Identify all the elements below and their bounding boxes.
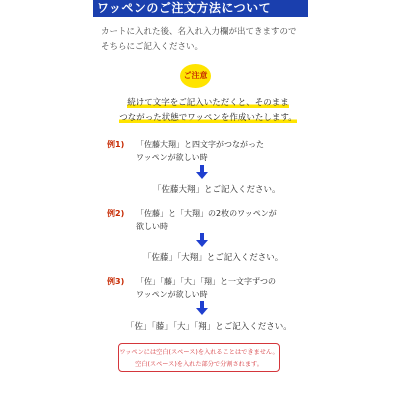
down-arrow-icon: [196, 233, 208, 247]
caution-badge: ご注意: [180, 64, 211, 88]
down-arrow-icon: [196, 165, 208, 179]
warning-line-1: ワッペンには空白(スペース)を入れることはできません。: [119, 349, 279, 356]
example-2-line-1: 「佐藤」と「大翔」の2枚のワッペンが: [136, 209, 277, 218]
notice-text: [108, 96, 308, 126]
intro-line-2: そちらにご記入ください。: [101, 42, 204, 52]
order-instructions: [93, 0, 308, 400]
warning-box: [118, 343, 280, 372]
notice-line-2: つながった状態でワッペンを作成いたします。: [119, 113, 297, 123]
example-3-label: 例3): [107, 277, 125, 286]
page-title: ワッペンのご注文方法について: [93, 0, 308, 17]
example-1-line-2: ワッペンが欲しい時: [136, 153, 208, 162]
notice-line-1: 続けて文字をご記入いただくと、そのまま: [127, 98, 289, 108]
down-arrow-icon: [196, 301, 208, 315]
example-3-text: [136, 275, 308, 301]
warning-line-2: 空白(スペース)を入れた部分で分割されます。: [135, 361, 263, 368]
example-2-label: 例2): [107, 209, 125, 218]
example-3-result: 「佐」「藤」「大」「翔」とご記入ください。: [126, 322, 292, 332]
example-1-result: 「佐藤大翔」とご記入ください。: [153, 185, 281, 195]
example-3-line-2: ワッペンが欲しい時: [136, 290, 208, 299]
intro-line-1: カートに入れた後、名入れ入力欄が出てきますので: [101, 27, 297, 37]
example-2-line-2: 欲しい時: [136, 222, 168, 231]
example-1-text: [136, 138, 308, 164]
example-3-line-1: 「佐」「藤」「大」「翔」と一文字ずつの: [136, 277, 276, 286]
example-2-text: [136, 207, 308, 233]
example-2-result: 「佐藤」「大翔」とご記入ください。: [143, 253, 284, 263]
example-1-line-1: 「佐藤大翔」と四文字がつながった: [136, 140, 264, 149]
example-1-label: 例1): [107, 140, 125, 149]
intro-text: [101, 25, 306, 55]
